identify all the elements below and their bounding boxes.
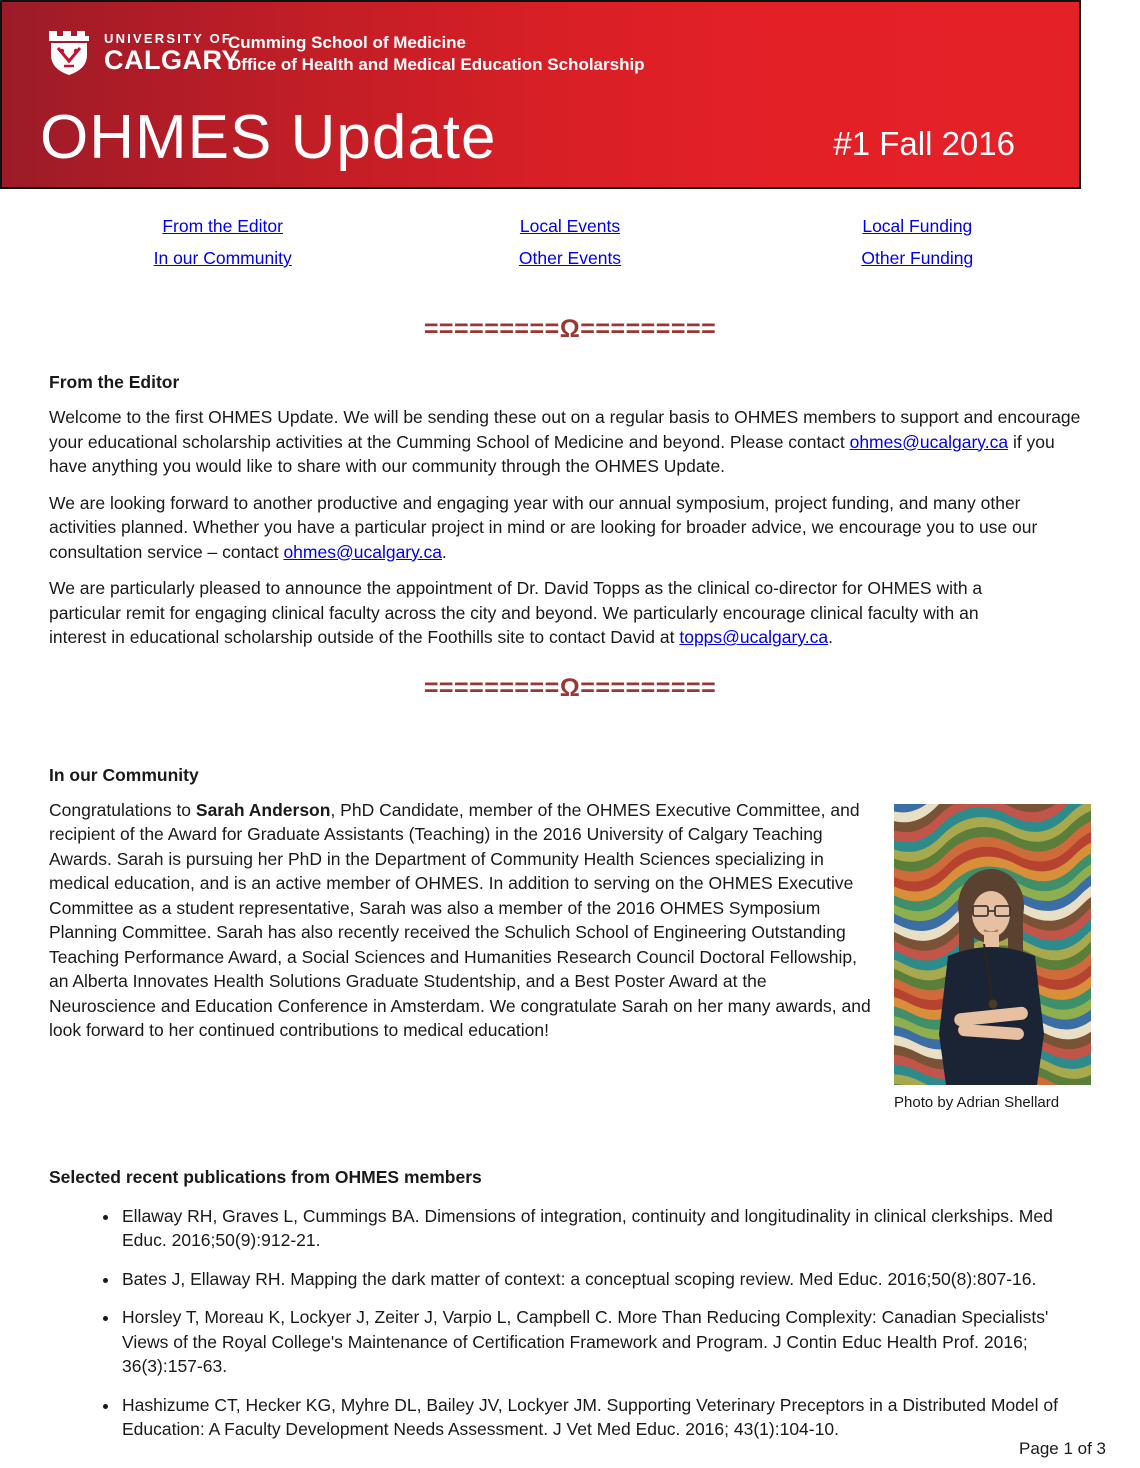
nav-link-from-the-editor[interactable]: From the Editor xyxy=(162,216,283,236)
nav-link-in-our-community[interactable]: In our Community xyxy=(153,248,292,268)
email-link-ohmes-1[interactable]: ohmes@ucalgary.ca xyxy=(849,431,1009,452)
department-line1: Cumming School of Medicine xyxy=(228,33,467,52)
ucalgary-logo xyxy=(46,28,240,78)
publications-list xyxy=(49,1204,1091,1442)
logo-line1: UNIVERSITY OF xyxy=(104,31,233,46)
community-photo-block xyxy=(894,804,1091,1111)
publication-item: • Bates J, Ellaway RH. Mapping the dark matter of context: a conceptual scoping review. Med Educ. 2016;50(8):807-16. xyxy=(120,1267,1091,1292)
editor-p2-text-after: . xyxy=(441,541,447,562)
issue-label: #1 Fall 2016 xyxy=(833,125,1015,162)
page-content xyxy=(0,191,1140,1456)
editor-paragraph-2 xyxy=(49,491,1091,565)
publication-item: • Horsley T, Moreau K, Lockyer J, Zeiter J, Varpio L, Campbell C. More Than Reducing Complexity: Canadian Specialists' Views of the Royal College's Maintenance of Certification Framework and Program. J Contin Educ Health Prof. 2016; 36(3):157-63. xyxy=(120,1305,1091,1379)
email-link-ohmes-2[interactable]: ohmes@ucalgary.ca xyxy=(283,541,442,562)
department-lines xyxy=(228,32,645,76)
publication-item: • Hashizume CT, Hecker KG, Myhre DL, Bailey JV, Lockyer JM. Supporting Veterinary Preceptors in a Distributed Model of Education: A Faculty Development Needs Assessment. J Vet Med Educ. 2016; 43(1):104-10. xyxy=(120,1393,1091,1442)
newsletter-title: OHMES Update xyxy=(40,103,497,172)
nav-link-local-funding[interactable]: Local Funding xyxy=(862,216,973,236)
editor-p1-text-after: if you have anything you would like to share with our community through the OHMES Update. xyxy=(49,431,1055,476)
editor-p3-text-after: . xyxy=(828,627,834,647)
editor-p2-text: We are looking forward to another productive and engaging year with our annual symposium, project funding, and many other activities planned. Whether you have a particular project in mind or are looking for broader advice, we encourage you to use our consultation service – contact xyxy=(49,492,1038,562)
section-divider: =========Ω========= xyxy=(423,673,717,702)
community-intro: Congratulations to xyxy=(49,799,196,820)
sarah-anderson-photo xyxy=(894,804,1091,1085)
community-section xyxy=(49,765,1091,1111)
ucalgary-crest-icon xyxy=(46,28,92,78)
publications-section xyxy=(49,1167,1091,1442)
ucalgary-logo-text xyxy=(104,32,240,74)
department-line2: Office of Health and Medical Education Scholarship xyxy=(228,55,645,75)
toc-row-1 xyxy=(49,216,1091,237)
editor-heading: From the Editor xyxy=(49,372,180,392)
publication-item: • Ellaway RH, Graves L, Cummings BA. Dimensions of integration, continuity and longitudinality in clinical clerkships. Med Educ. 2016;50(9):912-21. xyxy=(120,1204,1091,1253)
toc-row-2 xyxy=(49,248,1091,269)
nav-link-other-events[interactable]: Other Events xyxy=(518,248,622,268)
editor-paragraph-1 xyxy=(49,405,1091,479)
nav-link-other-funding[interactable]: Other Funding xyxy=(861,248,974,268)
photo-caption: Photo by Adrian Shellard xyxy=(894,1093,1060,1111)
toc-nav xyxy=(49,216,1091,269)
community-body-text: , PhD Candidate, member of the OHMES Executive Committee, and recipient of the Award for Graduate Assistants (Teaching) in the 2016 University of Calgary Teaching Awards. Sarah is pursuing her PhD in the Department of Community Health Sciences specializing in medical education, and is an active member of OHMES. In addition to serving on the OHMES Executive Committee as a student representative, Sarah was also a member of the 2016 OHMES Symposium Planning Committee. Sarah has also recently received the Schulich School of Engineering Outstanding Teaching Performance Award, a Social Sciences and Humanities Research Council Doctoral Fellowship, an Alberta Innovates Health Solutions Graduate Studentship, and a Best Poster Award at the Neuroscience and Education Conference in Amsterdam. We congratulate Sarah on her many awards, and look forward to her continued contributions to medical education! xyxy=(49,799,871,1040)
editor-paragraph-3 xyxy=(49,576,984,650)
section-divider: =========Ω========= xyxy=(423,315,717,343)
email-link-topps[interactable]: topps@ucalgary.ca xyxy=(679,627,829,647)
editor-p1-text: Welcome to the first OHMES Update. We will be sending these out on a regular basis to OHMES members to support and encourage your educational scholarship activities at the Cumming School of Medicine and beyond. Please contact xyxy=(49,407,1081,452)
page-number: Page 1 of 3 xyxy=(1019,1439,1106,1458)
publications-heading: Selected recent publications from OHMES members xyxy=(49,1166,482,1187)
nav-link-local-events[interactable]: Local Events xyxy=(519,216,621,236)
logo-line2: CALGARY xyxy=(104,45,240,75)
masthead-banner xyxy=(0,0,1081,189)
community-heading: In our Community xyxy=(49,764,199,785)
highlighted-name: Sarah Anderson xyxy=(195,799,331,820)
editor-p3-text: We are particularly pleased to announce the appointment of Dr. David Topps as the clinical co-director for OHMES with a particular remit for engaging clinical faculty across the city and beyond. We particularly encourage clinical faculty with an interest in educational scholarship outside of the Foothills site to contact David at xyxy=(49,578,983,647)
